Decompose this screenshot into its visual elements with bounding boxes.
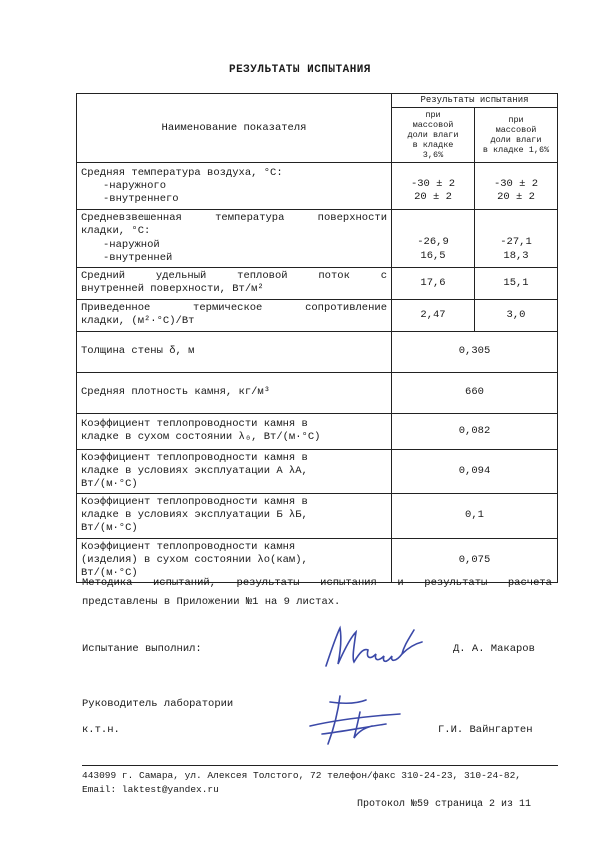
table-row xyxy=(77,163,558,210)
heat-flux-label: Средний удельный тепловой поток с внутренней поверхности, Вт/м² xyxy=(77,267,392,299)
thermal-resistance-value-1: 2,47 xyxy=(392,299,475,331)
air-temperature-value-2: -30 ± 2 20 ± 2 xyxy=(475,163,558,210)
table-row xyxy=(77,372,558,413)
conductivity-b-value: 0,1 xyxy=(392,494,558,538)
thermal-resistance-label: Приведенное термическое сопротивление кладки, (м²·°С)/Вт xyxy=(77,299,392,331)
methodology-note-line2: представлены в Приложении №1 на 9 листах. xyxy=(82,596,341,608)
head-of-lab-name: Г.И. Вайнгартен xyxy=(438,724,533,736)
stone-conductivity-value: 0,075 xyxy=(392,538,558,582)
makarov-signature xyxy=(318,618,438,673)
air-temperature-value-1: -30 ± 2 20 ± 2 xyxy=(392,163,475,210)
density-label: Средняя плотность камня, кг/м³ xyxy=(77,372,392,413)
thermal-resistance-value-2: 3,0 xyxy=(475,299,558,331)
name-column-header: Наименование показателя xyxy=(77,94,392,163)
table-row xyxy=(77,267,558,299)
conductivity-a-label: Коэффициент теплопроводности камня в кладке в условиях эксплуатации А λА, Вт/(м·°С) xyxy=(77,449,392,493)
table-row xyxy=(77,494,558,538)
stone-conductivity-label: Коэффициент теплопроводности камня (изделия) в сухом состоянии λо(кам), Вт/(м·°С) xyxy=(77,538,392,582)
performed-by-label: Испытание выполнил: xyxy=(82,643,202,655)
performed-by-name: Д. А. Макаров xyxy=(453,643,535,655)
protocol-page-number: Протокол №59 страница 2 из 11 xyxy=(357,799,532,810)
results-table xyxy=(76,93,558,583)
moisture-3-6-header: при массовой доли влаги в кладке 3,6% xyxy=(392,108,475,163)
dry-conductivity-label: Коэффициент теплопроводности камня в кладке в сухом состоянии λ₀, Вт/(м·°С) xyxy=(77,413,392,449)
table-row xyxy=(77,413,558,449)
methodology-note-line1: Методика испытаний, результаты испытания и результаты расчета xyxy=(82,577,552,589)
document-title: РЕЗУЛЬТАТЫ ИСПЫТАНИЯ xyxy=(228,64,372,76)
air-temperature-label: Средняя температура воздуха, °С: -наружного -внутреннего xyxy=(77,163,392,210)
table-header-row xyxy=(77,94,558,108)
table-row xyxy=(77,538,558,582)
wall-thickness-label: Толщина стены δ, м xyxy=(77,331,392,372)
wall-thickness-value: 0,305 xyxy=(392,331,558,372)
density-value: 660 xyxy=(392,372,558,413)
academic-degree: к.т.н. xyxy=(82,724,120,736)
conductivity-a-value: 0,094 xyxy=(392,449,558,493)
results-column-header: Результаты испытания xyxy=(392,94,558,108)
surface-temperature-label: Средневзвешенная температура поверхности кладки, °С: -наружной -внутренней xyxy=(77,210,392,268)
heat-flux-value-1: 17,6 xyxy=(392,267,475,299)
moisture-1-6-header: при массовой доли влаги в кладке 1,6% xyxy=(475,108,558,163)
conductivity-b-label: Коэффициент теплопроводности камня в кладке в условиях эксплуатации Б λБ, Вт/(м·°С) xyxy=(77,494,392,538)
surface-temperature-value-2: -27,1 18,3 xyxy=(475,210,558,268)
table-row xyxy=(77,299,558,331)
footer-divider xyxy=(82,765,558,766)
footer-address: 443099 г. Самара, ул. Алексея Толстого, 72 телефон/факс 310-24-23, 310-24-82, xyxy=(82,770,521,781)
vaingarten-signature xyxy=(300,682,440,754)
heat-flux-value-2: 15,1 xyxy=(475,267,558,299)
table-row xyxy=(77,449,558,493)
dry-conductivity-value: 0,082 xyxy=(392,413,558,449)
footer-email: Email: laktest@yandex.ru xyxy=(82,784,219,795)
head-of-lab-label: Руководитель лаборатории xyxy=(82,698,234,710)
table-row xyxy=(77,210,558,268)
surface-temperature-value-1: -26,9 16,5 xyxy=(392,210,475,268)
table-row xyxy=(77,331,558,372)
